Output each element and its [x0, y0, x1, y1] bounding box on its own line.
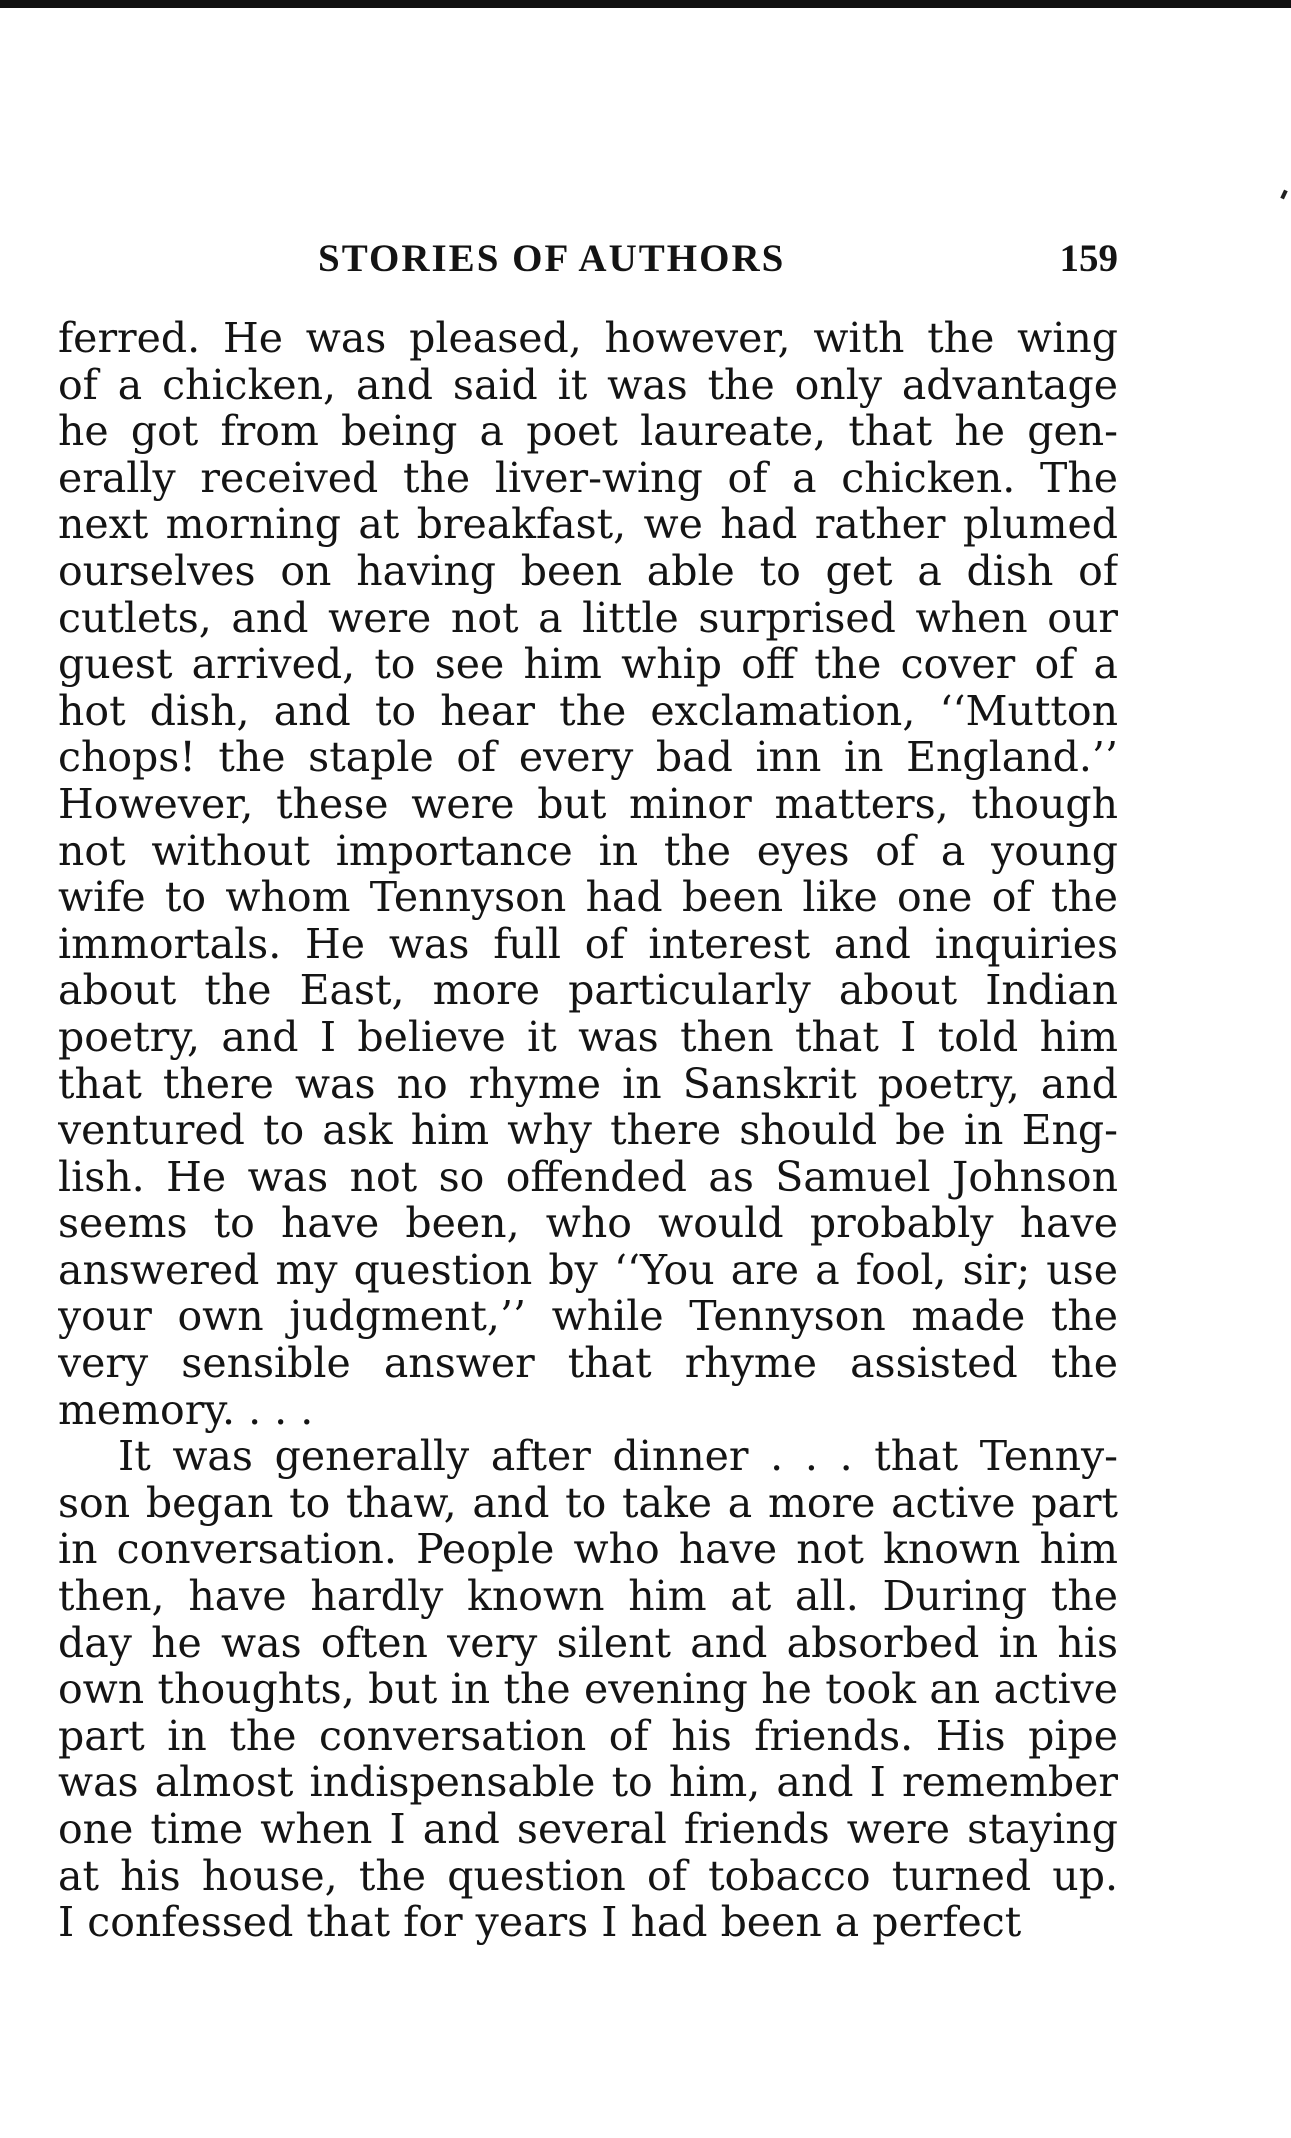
text-line: erally received the liver-wing of a chicken. The: [58, 454, 1118, 502]
text-line: immortals. He was full of interest and inquiries: [58, 920, 1118, 968]
paragraph: [58, 1433, 1118, 1946]
body-text: [58, 315, 1118, 1946]
text-line: part in the conversation of his friends. His pipe: [58, 1712, 1118, 1760]
text-line: next morning at breakfast, we had rather plumed: [58, 501, 1118, 548]
text-line: son began to thaw, and to take a more active part: [58, 1479, 1118, 1527]
page-number: 159: [1059, 237, 1118, 280]
text-line: he got from being a poet laureate, that he gen-: [58, 408, 1118, 455]
top-edge-rule: [0, 0, 1291, 8]
text-line: about the East, more particularly about Indian: [58, 967, 1118, 1014]
text-line: not without importance in the eyes of a young: [58, 827, 1118, 875]
text-line: in conversation. People who have not known him: [58, 1526, 1118, 1574]
text-line: cutlets, and were not a little surprised when our: [58, 594, 1118, 642]
text-line: was almost indispensable to him, and I remember: [58, 1759, 1118, 1806]
text-line: poetry, and I believe it was then that I told him: [58, 1013, 1118, 1061]
text-line: very sensible answer that rhyme assisted the: [58, 1340, 1118, 1387]
text-line: ferred. He was pleased, however, with the wing: [58, 315, 1118, 362]
print-speck: [1280, 190, 1287, 200]
text-line: memory. . . .: [58, 1386, 314, 1434]
text-line: at his house, the question of tobacco turned up.: [58, 1852, 1118, 1900]
text-line: of a chicken, and said it was the only advantage: [58, 361, 1118, 409]
text-line: However, these were but minor matters, though: [58, 780, 1118, 828]
page-header: [60, 236, 1118, 296]
text-line: I confessed that for years I had been a perfect: [58, 1899, 1022, 1946]
text-line: hot dish, and to hear the exclamation, ‘‘Mutton: [58, 687, 1118, 735]
text-line: lish. He was not so offended as Samuel Johnson: [58, 1153, 1118, 1201]
text-line: ventured to ask him why there should be in Eng-: [58, 1107, 1118, 1154]
text-line: then, have hardly known him at all. During the: [58, 1573, 1118, 1620]
text-line: own thoughts, but in the evening he took an active: [58, 1666, 1118, 1713]
text-line: It was generally after dinner . . . that Tenny-: [118, 1433, 1118, 1480]
text-line: that there was no rhyme in Sanskrit poetry, and: [58, 1060, 1118, 1108]
text-line: seems to have been, who would probably have: [58, 1200, 1118, 1247]
text-line: answered my question by ‘‘You are a fool, sir; use: [58, 1246, 1118, 1294]
text-line: wife to whom Tennyson had been like one of the: [58, 874, 1118, 921]
paragraph: [58, 315, 1118, 1433]
text-line: ourselves on having been able to get a dish of: [58, 547, 1118, 595]
text-line: day he was often very silent and absorbed in his: [58, 1619, 1118, 1667]
text-line: chops! the staple of every bad inn in England.’’: [58, 734, 1118, 781]
text-line: your own judgment,’’ while Tennyson made the: [58, 1293, 1118, 1341]
running-title: STORIES OF AUTHORS: [318, 237, 786, 280]
text-line: one time when I and several friends were staying: [58, 1806, 1118, 1853]
text-line: guest arrived, to see him whip off the cover of a: [58, 641, 1118, 688]
